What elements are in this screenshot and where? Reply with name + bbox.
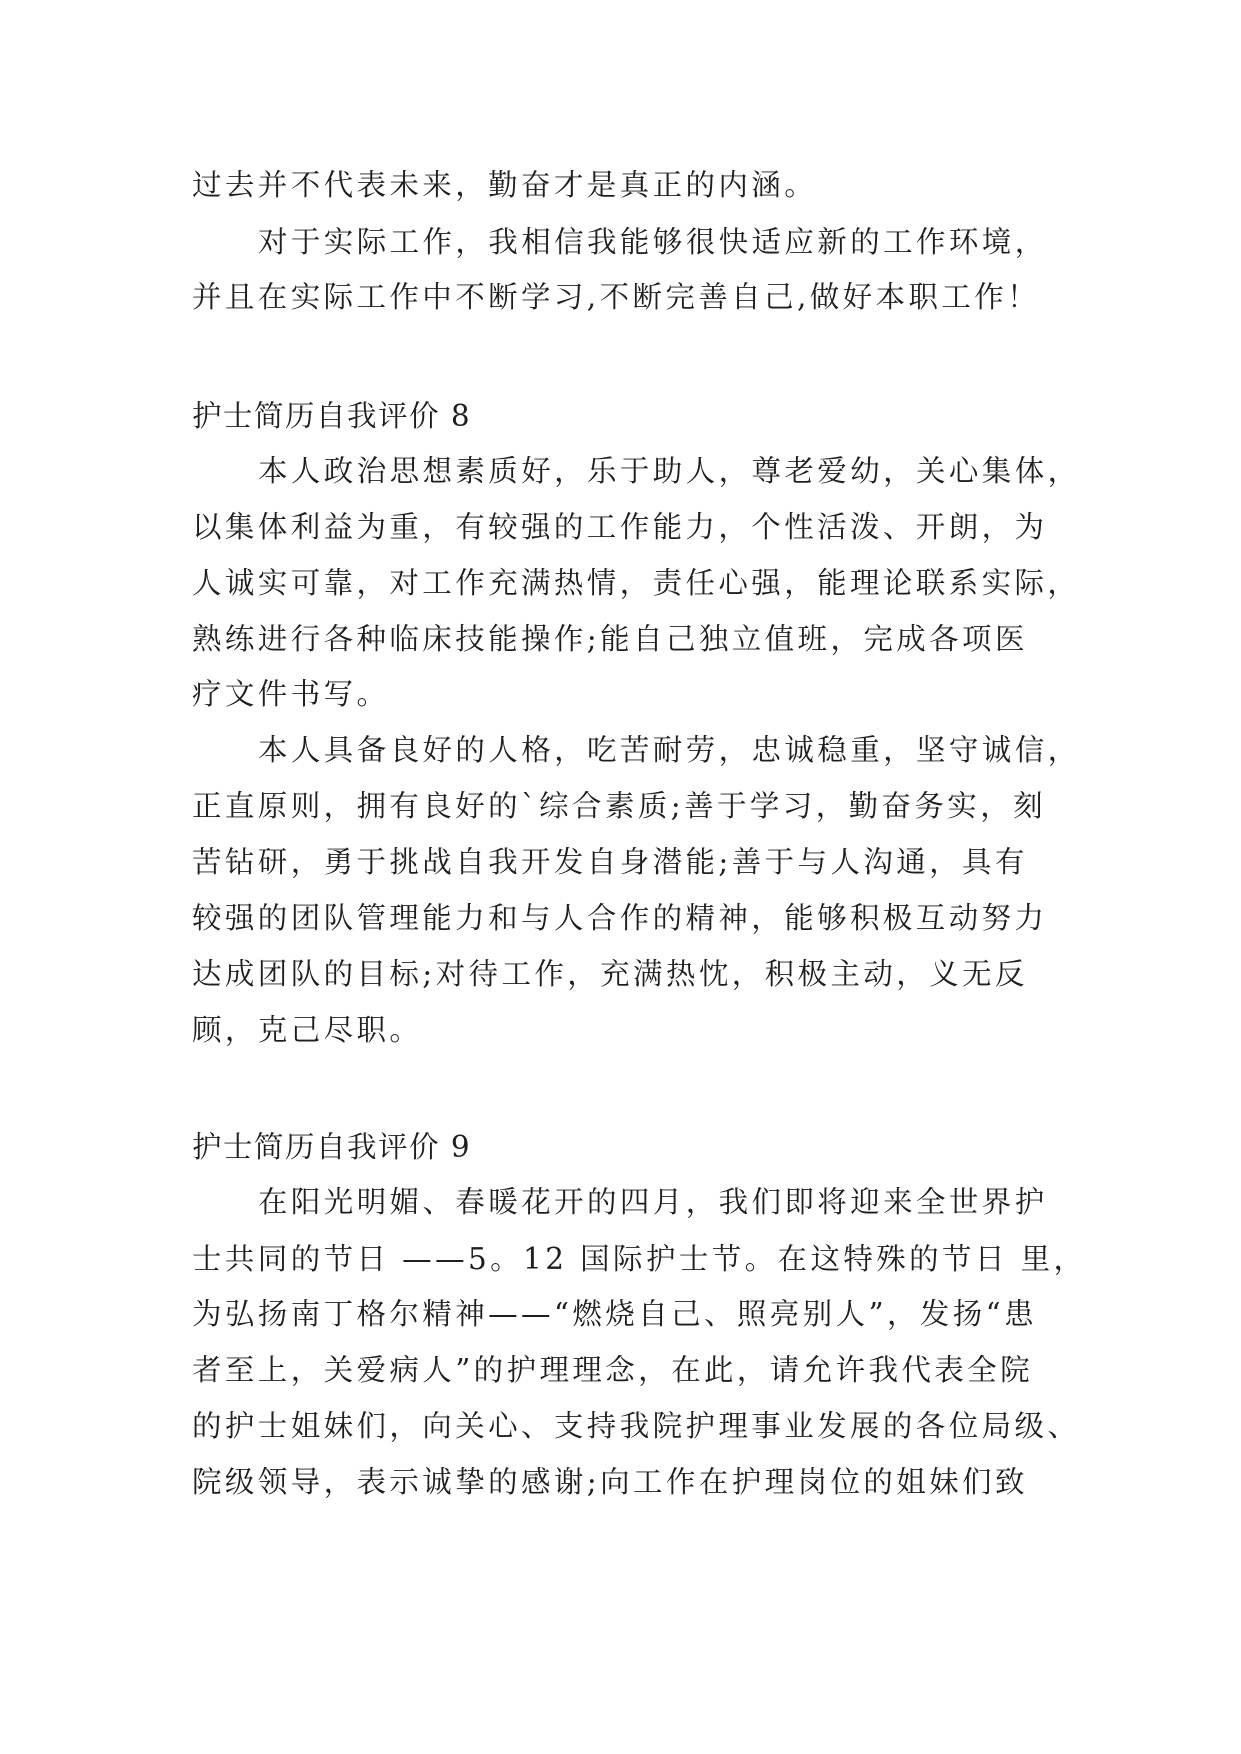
- paragraph-first-line: 本人政治思想素质好，乐于助人，尊老爱幼，关心集体，: [258, 454, 1081, 488]
- paragraph-first-line: 本人具备良好的人格，吃苦耐劳，忠诚稳重，坚守诚信，: [258, 733, 1081, 767]
- body-line: 过去并不代表未来，勤奋才是真正的内涵。: [192, 168, 818, 202]
- paragraph-first-line: 在阳光明媚、春暖花开的四月，我们即将迎来全世界护: [258, 1185, 1048, 1219]
- section-heading: 护士简历自我评价 9: [192, 1130, 472, 1164]
- body-line: 达成团队的目标;对待工作，充满热忱，积极主动，义无反: [192, 957, 1028, 991]
- body-line: 为弘扬南丁格尔精神——“燃烧自己、照亮别人”，发扬“患: [192, 1297, 1038, 1331]
- body-line: 士共同的节日 ——5。12 国际护士节。在这特殊的节日 里，: [192, 1242, 1087, 1276]
- paragraph-first-line: 对于实际工作，我相信我能够很快适应新的工作环境，: [258, 225, 1048, 259]
- section-heading: 护士简历自我评价 8: [192, 399, 472, 433]
- body-line: 的护士姐妹们，向关心、支持我院护理事业发展的各位局级、: [192, 1409, 1081, 1443]
- body-line: 熟练进行各种临床技能操作;能自己独立值班，完成各项医: [192, 622, 1028, 656]
- body-line: 较强的团队管理能力和与人合作的精神，能够积极互动努力: [192, 901, 1048, 935]
- body-line: 院级领导，表示诚挚的感谢;向工作在护理岗位的姐妹们致: [192, 1465, 1028, 1499]
- body-line: 苦钻研，勇于挑战自我开发自身潜能;善于与人沟通，具有: [192, 845, 1028, 879]
- body-line: 疗文件书写。: [192, 677, 390, 711]
- body-line: 以集体利益为重，有较强的工作能力，个性活泼、开朗，为: [192, 510, 1048, 544]
- body-line: 并且在实际工作中不断学习,不断完善自己,做好本职工作！: [192, 280, 1041, 314]
- body-line: 顾，克己尽职。: [192, 1013, 423, 1047]
- body-line: 者至上，关爱病人”的护理理念，在此，请允许我代表全院: [192, 1353, 1033, 1387]
- body-line: 人诚实可靠，对工作充满热情，责任心强，能理论联系实际，: [192, 566, 1081, 600]
- body-line: 正直原则，拥有良好的`综合素质;善于学习，勤奋务实，刻: [192, 789, 1046, 823]
